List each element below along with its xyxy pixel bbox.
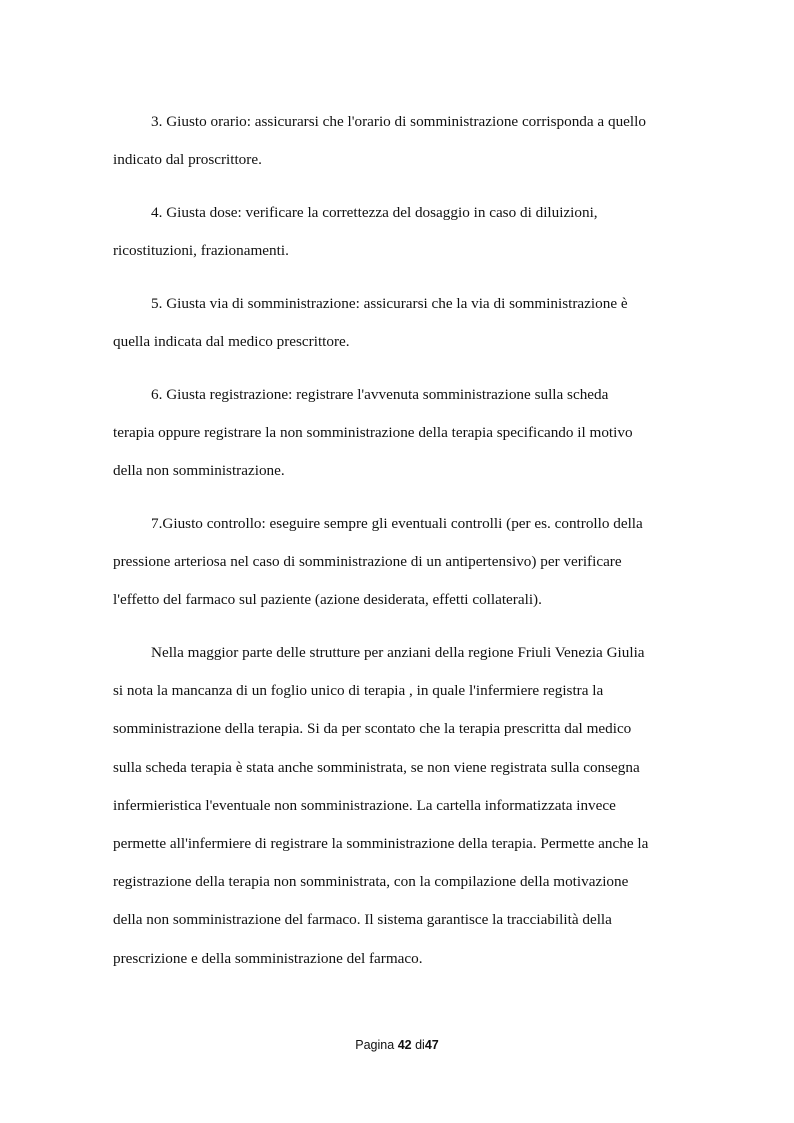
paragraph-line: 7.Giusto controllo: eseguire sempre gli eventuali controlli (per es. controllo della xyxy=(151,514,643,532)
paragraph-line: ricostituzioni, frazionamenti. xyxy=(113,242,289,260)
footer-page-separator: di xyxy=(415,1038,425,1052)
paragraph-line: 4. Giusta dose: verificare la correttezza del dosaggio in caso di diluizioni, xyxy=(151,203,598,221)
paragraph-line: indicato dal proscrittore. xyxy=(113,151,262,169)
paragraph-giusto-controllo xyxy=(113,505,681,620)
paragraph-line: della non somministrazione del farmaco. Il sistema garantisce la tracciabilità della xyxy=(113,911,612,929)
paragraph-line: 6. Giusta registrazione: registrare l'avvenuta somministrazione sulla scheda xyxy=(151,385,609,403)
paragraph-line: registrazione della terapia non somministrata, con la compilazione della motivazione xyxy=(113,873,629,891)
page-footer xyxy=(0,1038,794,1052)
paragraph-line: 3. Giusto orario: assicurarsi che l'orario di somministrazione corrisponda a quello xyxy=(151,113,646,130)
paragraph-line: della non somministrazione. xyxy=(113,462,285,480)
paragraph-line: prescrizione e della somministrazione del farmaco. xyxy=(113,949,423,967)
paragraph-line: 5. Giusta via di somministrazione: assicurarsi che la via di somministrazione è xyxy=(151,294,628,312)
paragraph-line: l'effetto del farmaco sul paziente (azione desiderata, effetti collaterali). xyxy=(113,591,542,609)
paragraph-line: quella indicata dal medico prescrittore. xyxy=(113,333,350,351)
paragraph-line: terapia oppure registrare la non somministrazione della terapia specificando il motivo xyxy=(113,423,633,441)
footer-page-prefix: Pagina xyxy=(355,1038,395,1052)
paragraph-giusto-orario xyxy=(113,103,681,179)
paragraph-line: si nota la mancanza di un foglio unico di terapia , in quale l'infermiere registra la xyxy=(113,682,604,700)
paragraph-giusta-dose xyxy=(113,194,681,270)
paragraph-line: somministrazione della terapia. Si da per scontato che la terapia prescritta dal medico xyxy=(113,720,632,738)
paragraph-line: pressione arteriosa nel caso di somministrazione di un antipertensivo) per verificare xyxy=(113,553,622,571)
paragraph-line: permette all'infermiere di registrare la somministrazione della terapia. Permette anche la xyxy=(113,834,649,852)
paragraph-line: infermieristica l'eventuale non somministrazione. La cartella informatizzata invece xyxy=(113,796,616,814)
footer-current-page: 42 xyxy=(397,1038,412,1052)
document-body xyxy=(113,103,681,992)
paragraph-strutture-anziani xyxy=(113,634,681,978)
paragraph-giusta-registrazione xyxy=(113,376,681,491)
paragraph-giusta-via xyxy=(113,285,681,361)
footer-total-pages: 47 xyxy=(424,1038,439,1052)
paragraph-line: Nella maggior parte delle strutture per anziani della regione Friuli Venezia Giulia xyxy=(151,643,645,661)
paragraph-line: sulla scheda terapia è stata anche somministrata, se non viene registrata sulla consegna xyxy=(113,758,640,776)
